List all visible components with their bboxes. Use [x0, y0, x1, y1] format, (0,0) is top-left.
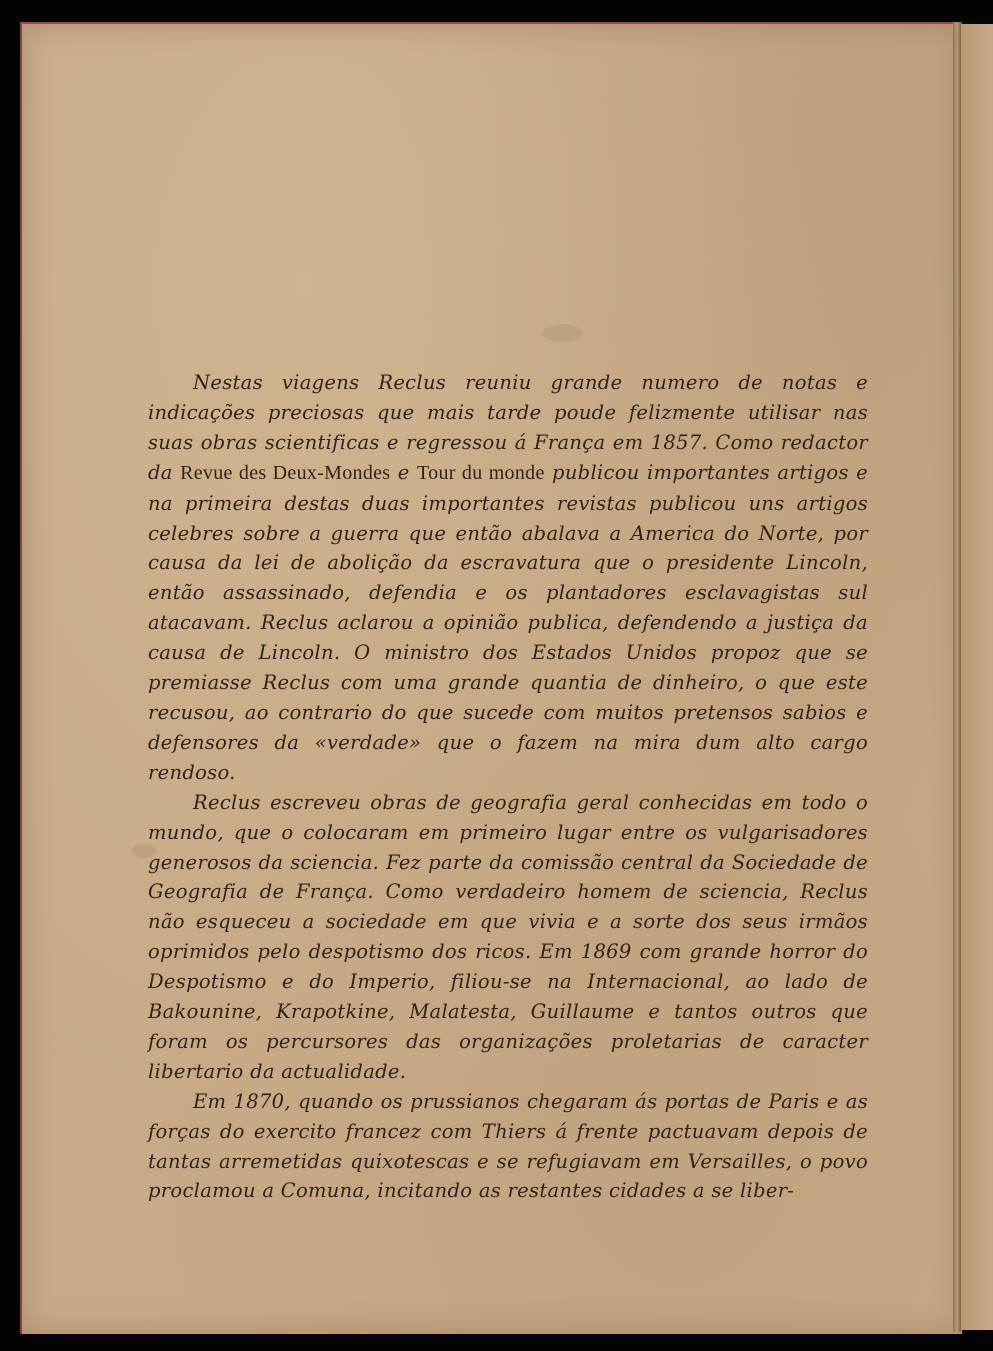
- paragraph-2: [148, 788, 868, 1087]
- paper-stain: [542, 324, 582, 342]
- book-spine: [953, 22, 961, 1332]
- text-segment: Nestas viagens Reclus reuniu grande numero de notas e indicações preciosas que mais tarde poude felizmente utilisar nas suas obras scientificas e regressou á França em 1857. Como redactor da: [148, 371, 868, 484]
- periodical-title: Tour du monde: [417, 461, 545, 484]
- paragraph-3: [148, 1087, 868, 1207]
- text-segment: Em 1870, quando os prussianos chegaram ás portas de Paris e as forças do exercito francez com Thiers á frente pactuavam depois de tantas arremetidas quixotescas e se refugiavam em Versailles, o povo proclamou a Comuna, incitando as restantes cidades a se liber-: [148, 1089, 868, 1203]
- paragraph-1: [148, 368, 868, 788]
- periodical-title: Revue des Deux-Mondes: [180, 461, 391, 484]
- text-segment: Reclus escreveu obras de geografia geral conhecidas em todo o mundo, que o colocaram em primeiro lugar entre os vulgarisadores generosos da sciencia. Fez parte da comissão central da Sociedade de Geografia de França. Como verdadeiro homem de sciencia, Reclus não esqueceu a sociedade em que vivia e a sorte dos seus irmãos oprimidos pelo despotismo dos ricos. Em 1869 com grande horror do Despotismo e do Imperio, filiou-se na Internacional, ao lado de Bakounine, Krapotkine, Malatesta, Guillaume e tantos outros que foram os percursores das organizações proletarias de caracter libertario da actualidade.: [148, 790, 868, 1083]
- adjacent-page-edge: [961, 24, 993, 1330]
- text-segment: publicou importantes artigos e na primeira destas duas importantes revistas publicou uns artigos celebres sobre a guerra que então abalava a America do Norte, por causa da lei de abolição da escravatura que o presidente Lincoln, então assassinado, defendia e os plantadores esclavagistas sul atacavam. Reclus aclarou a opinião publica, defendendo a justiça da causa de Lincoln. O ministro dos Estados Unidos propoz que se premiasse Reclus com uma grande quantia de dinheiro, o que este recusou, ao contrario do que sucede com muitos pretensos sabios e defensores da «verdade» que o fazem na mira dum alto cargo rendoso.: [148, 460, 868, 784]
- body-text: [148, 368, 868, 1206]
- text-segment: e: [390, 460, 418, 484]
